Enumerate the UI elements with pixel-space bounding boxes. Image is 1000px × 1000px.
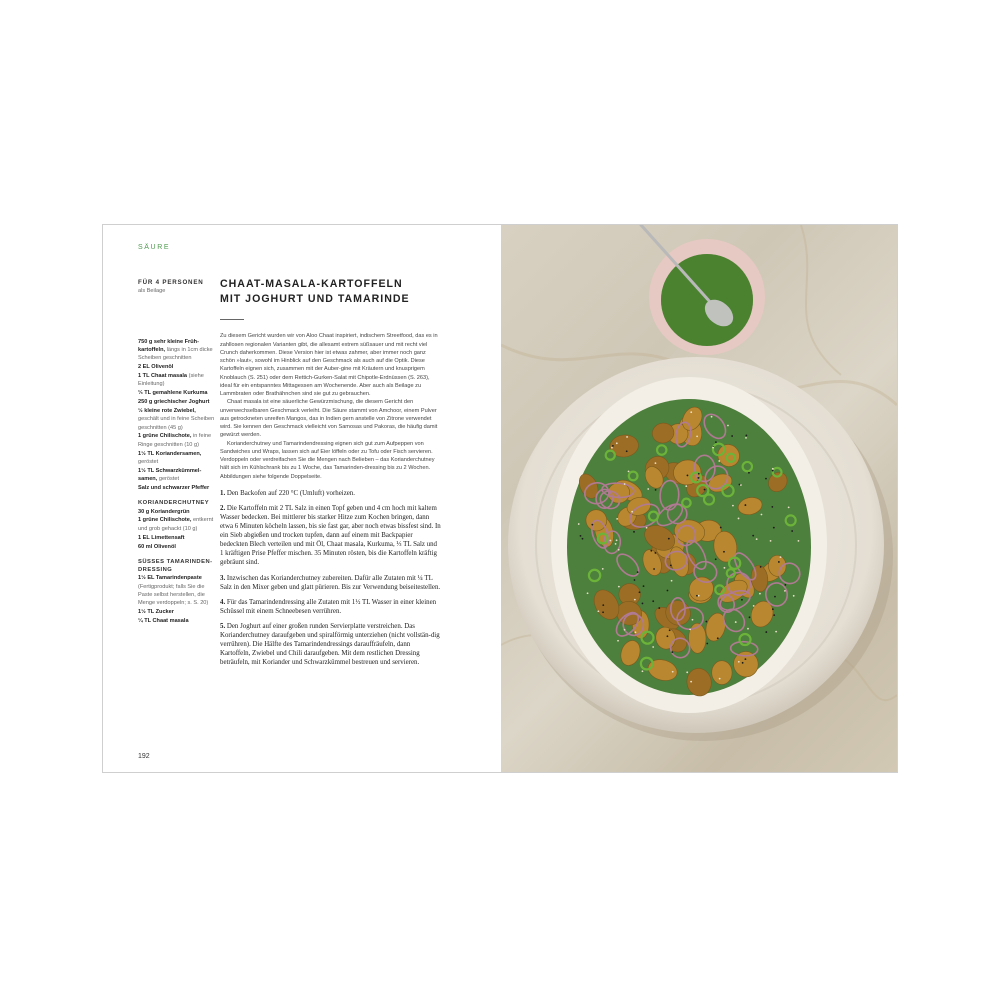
chutney-ingredient-list bbox=[138, 508, 218, 551]
seed bbox=[646, 527, 648, 529]
ingredient-item bbox=[138, 534, 218, 542]
seed bbox=[687, 475, 689, 477]
ingredient-item bbox=[138, 516, 218, 533]
seed bbox=[669, 629, 671, 631]
step-text: Für das Tamarindendressing alle Zutaten mit 1½ TL Wasser in einer kleinen Schüssel mit einem Schneebesen verrühren. bbox=[220, 598, 437, 615]
seed bbox=[686, 671, 688, 673]
ingredient-note: geröstet bbox=[138, 458, 159, 465]
seed bbox=[639, 591, 641, 593]
ingredient-item bbox=[138, 608, 218, 616]
seed bbox=[773, 614, 775, 616]
seed bbox=[735, 621, 737, 623]
seed bbox=[784, 584, 786, 586]
ingredient-item bbox=[138, 617, 218, 625]
seed bbox=[765, 478, 767, 480]
seed bbox=[749, 616, 751, 618]
seed bbox=[666, 635, 668, 637]
seed bbox=[717, 637, 719, 639]
ingredient-name: 750 g sehr kleine Früh-kartoffeln, bbox=[138, 338, 199, 353]
seed bbox=[732, 505, 734, 507]
seed bbox=[628, 470, 630, 472]
ingredient-note: (siehe Einleitung) bbox=[138, 372, 204, 388]
ingredient-name: ¼ TL Chaat masala bbox=[138, 618, 189, 625]
seed bbox=[772, 608, 774, 610]
seed bbox=[618, 586, 620, 588]
seed bbox=[698, 595, 700, 597]
seed bbox=[618, 549, 620, 551]
ingredient-name: ½ kleine rote Zwiebel, bbox=[138, 407, 196, 414]
ingredient-item bbox=[138, 363, 218, 371]
seed bbox=[658, 607, 660, 609]
ingredient-item bbox=[138, 574, 218, 607]
seed bbox=[770, 540, 772, 542]
seed bbox=[692, 619, 694, 621]
ingredient-name: Salz und schwarzer Pfeffer bbox=[138, 484, 210, 491]
ingredient-list bbox=[138, 338, 218, 493]
seed bbox=[652, 600, 654, 602]
seed bbox=[655, 462, 657, 464]
seed bbox=[793, 595, 795, 597]
step-number: 4. bbox=[220, 598, 226, 606]
seed bbox=[723, 551, 725, 553]
seed bbox=[742, 662, 744, 664]
seed bbox=[626, 436, 628, 438]
step bbox=[220, 489, 442, 498]
seed bbox=[698, 473, 700, 475]
seed bbox=[647, 488, 649, 490]
ingredient-item bbox=[138, 389, 218, 397]
seed bbox=[578, 523, 580, 525]
ingredient-item bbox=[138, 432, 218, 449]
ingredient-item bbox=[138, 398, 218, 406]
seed bbox=[634, 599, 636, 601]
ingredient-name: ⅓ TL gemahlene Kurkuma bbox=[138, 390, 208, 397]
step-text: Inzwischen das Korianderchutney zubereiten. Dafür alle Zutaten mit ¼ TL Salz in den Mixer geben und glatt pürieren. Bis zur Verwendung beiseitestellen. bbox=[220, 574, 441, 591]
step-number: 5. bbox=[220, 622, 226, 630]
seed bbox=[633, 531, 635, 533]
seed bbox=[739, 484, 741, 486]
seed bbox=[760, 566, 762, 568]
ingredient-item bbox=[138, 450, 218, 467]
ingredient-item bbox=[138, 543, 218, 551]
seed bbox=[759, 593, 761, 595]
seed bbox=[788, 507, 790, 509]
seed bbox=[634, 579, 636, 581]
step bbox=[220, 622, 442, 667]
seed bbox=[671, 651, 673, 653]
seed bbox=[697, 477, 699, 479]
recipe-title-line-1: CHAAT-MASALA-KARTOFFELN bbox=[220, 278, 403, 290]
seed bbox=[637, 571, 639, 573]
ingredient-name: 1½ TL Schwarzkümmel-samen, bbox=[138, 467, 202, 483]
seed bbox=[690, 411, 692, 413]
seed bbox=[752, 535, 754, 537]
step bbox=[220, 574, 442, 592]
seed bbox=[672, 671, 674, 673]
ingredient-name: 60 ml Olivenöl bbox=[138, 543, 176, 550]
intro-paragraph: Chaat masala ist eine säuerliche Gewürzmischung, die diesem Gericht den unverwechselbaren Geschmack verleiht. Die Säure stammt von Amchoor, einem Pulver aus getrockneten unreifen Mangos, das in Indien gern anstelle von Zitrone verwendet wird. Sie kennen den Geschmack vielleicht von Samosas und Pakoras, die häufig damit gewürzt werden. bbox=[220, 399, 438, 439]
seed bbox=[612, 445, 614, 447]
ingredient-name: 2 EL Olivenöl bbox=[138, 364, 174, 371]
ingredient-name: 1½ TL Zucker bbox=[138, 609, 174, 616]
ingredient-note: geröstet bbox=[157, 476, 180, 483]
seed bbox=[704, 489, 706, 491]
seed bbox=[631, 511, 633, 513]
seed bbox=[715, 558, 717, 560]
seed bbox=[773, 527, 775, 529]
seed bbox=[653, 568, 655, 570]
seed bbox=[615, 543, 617, 545]
seed bbox=[753, 605, 755, 607]
dressing-ingredient-list bbox=[138, 574, 218, 625]
step-number: 3. bbox=[220, 574, 226, 582]
seed bbox=[602, 604, 604, 606]
seed bbox=[668, 538, 670, 540]
seed bbox=[587, 592, 589, 594]
seed bbox=[616, 539, 618, 541]
intro-paragraph: Zu diesem Gericht wurden wir von Aloo Chaat inspiriert, indischem Streetfood, das es in zahllosen regionalen Varianten gibt, die allesamt extrem süßsauer und mit recht viel Crunch daherkommen. Diese Version hier ist etwas zahmer, aber immer noch ganz schön »laut«, sowohl im Hinblick auf den Geschmack als auch auf die Optik. Diese Kartoffeln eignen sich, zusammen mit der Auber-gine mit Kräutern und knusprigem Knoblauch (S. 251) oder dem Rettich-Gurken-Salat mit Chipotle-Erdnüssen (S. 263), ideal für ein entspanntes Mittagessen am Wochenende. Aber auch als Beilage zu Lammbraten oder Brathähnchen sind sie gut zu gebrauchen. bbox=[220, 333, 438, 398]
recipe-intro bbox=[220, 332, 442, 481]
seed bbox=[652, 646, 654, 648]
seed bbox=[626, 450, 628, 452]
seed bbox=[731, 435, 733, 437]
step-text: Die Kartoffeln mit 2 TL Salz in einen Topf geben und 4 cm hoch mit kaltem Wasser bedecken. Bei mittlerer bis starker Hitze zum Kochen bringen, dann etwa 6 Minuten köcheln lassen, bis sie fast gar, aber noch etwas bissfest sind. In ein Sieb abgießen und trocken tupfen, dann auf einem mit Backpapier bedeckten Blech verteilen und mit Öl, Chaat masala, Kurkuma, ⅓ TL Salz und 1 kräftigen Prise Pfeffer mischen. 35 Minuten rösten, bis die Kartoffeln kräftig gebräunt sind. bbox=[220, 504, 441, 567]
seed bbox=[667, 590, 669, 592]
ingredient-item bbox=[138, 338, 218, 363]
seed bbox=[580, 535, 582, 537]
recipe-steps bbox=[220, 489, 442, 668]
seed bbox=[791, 530, 793, 532]
seed bbox=[655, 489, 657, 491]
ingredient-note: (Fertigprodukt; falls Sie die Paste selbst herstellen, die Menge verdoppeln; s. S. 20) bbox=[138, 583, 209, 607]
ingredient-note: geschält und in feine Scheiben geschnitten (45 g) bbox=[138, 416, 215, 431]
section-label: SÄURE bbox=[138, 244, 171, 251]
seed bbox=[774, 596, 776, 598]
seed bbox=[771, 506, 773, 508]
servings-heading: FÜR 4 PERSONEN bbox=[138, 279, 204, 286]
step bbox=[220, 504, 442, 568]
ingredient-name: 30 g Koriandergrün bbox=[138, 508, 190, 515]
recipe-page bbox=[103, 225, 501, 772]
step-number: 2. bbox=[220, 504, 226, 512]
seed bbox=[745, 658, 747, 660]
seed bbox=[798, 540, 800, 542]
seed bbox=[696, 595, 698, 597]
seed bbox=[670, 564, 672, 566]
recipe-title bbox=[220, 277, 442, 307]
seed bbox=[780, 556, 782, 558]
seed bbox=[654, 552, 656, 554]
seed bbox=[745, 435, 747, 437]
seed bbox=[671, 580, 673, 582]
ingredient-item bbox=[138, 467, 218, 484]
seed bbox=[778, 561, 780, 563]
ingredient-name: 1 grüne Chilischote, bbox=[138, 433, 192, 440]
ingredient-item bbox=[138, 372, 218, 389]
ingredient-name: 1 TL Chaat masala bbox=[138, 372, 188, 379]
seed bbox=[761, 514, 763, 516]
dressing-heading: SÜSSES TAMARINDEN-DRESSING bbox=[138, 558, 213, 574]
seed bbox=[616, 442, 618, 444]
seed bbox=[756, 538, 758, 540]
seed bbox=[690, 681, 692, 683]
ingredient-name: 1 grüne Chilischote, bbox=[138, 517, 192, 524]
ingredient-name: 250 g griechischer Joghurt bbox=[138, 399, 210, 406]
recipe-body bbox=[220, 277, 442, 673]
seed bbox=[711, 416, 713, 418]
seed bbox=[685, 485, 687, 487]
seed bbox=[705, 621, 707, 623]
step-number: 1. bbox=[220, 489, 226, 497]
seed bbox=[720, 527, 722, 529]
ingredient-item bbox=[138, 508, 218, 516]
seed bbox=[591, 524, 593, 526]
seed bbox=[650, 550, 652, 552]
potato-slice bbox=[712, 661, 733, 685]
seed bbox=[643, 585, 645, 587]
seed bbox=[582, 538, 584, 540]
book-spread bbox=[102, 224, 898, 773]
seed bbox=[772, 470, 774, 472]
seed bbox=[602, 568, 604, 570]
dish-photo bbox=[501, 225, 897, 772]
seed bbox=[745, 437, 747, 439]
ingredient-note: längs in 1cm dicke Scheiben geschnitten bbox=[138, 346, 213, 362]
seed bbox=[624, 483, 626, 485]
seed bbox=[724, 567, 726, 569]
seed bbox=[635, 631, 637, 633]
seed bbox=[748, 472, 750, 474]
seed bbox=[765, 631, 767, 633]
step bbox=[220, 598, 442, 616]
seed bbox=[738, 661, 740, 663]
step-text: Den Backofen auf 220 °C (Umluft) vorheizen. bbox=[225, 489, 355, 497]
seed bbox=[642, 670, 644, 672]
ingredient-name: 1½ TL Koriandersamen, bbox=[138, 450, 202, 457]
seed bbox=[616, 518, 618, 520]
ingredient-name: 1 EL Limettensaft bbox=[138, 534, 185, 541]
seed bbox=[744, 504, 746, 506]
seed bbox=[602, 611, 604, 613]
ingredient-name: 1½ EL Tamarindenpaste bbox=[138, 575, 202, 582]
servings-note: als Beilage bbox=[138, 288, 166, 295]
ingredient-item bbox=[138, 407, 218, 432]
ingredient-item bbox=[138, 484, 218, 492]
seed bbox=[609, 540, 611, 542]
seed bbox=[597, 610, 599, 612]
recipe-title-line-2: MIT JOGHURT UND TAMARINDE bbox=[220, 293, 410, 305]
seed bbox=[712, 447, 714, 449]
seed bbox=[719, 678, 721, 680]
seed bbox=[772, 468, 774, 470]
seed bbox=[727, 425, 729, 427]
dish-illustration bbox=[501, 225, 897, 772]
seed bbox=[706, 643, 708, 645]
seed bbox=[738, 518, 740, 520]
ingredients-sidebar bbox=[138, 279, 218, 626]
seed bbox=[747, 628, 749, 630]
seed bbox=[718, 460, 720, 462]
intro-paragraph: Korianderchutney und Tamarindendressing eignen sich gut zum Aufpeppen von Sandwiches und Wraps, lassen sich auf Eier löffeln oder zu Tofu oder Fisch servieren. Verdoppeln oder verdreifachen Sie die Mengen nach Belieben – das Korianderchutney hält sich im Kühlschrank bis zu 1 Woche, das Tamarinden-dressing bis zu 2 Wochen. Abbildungen siehe folgende Doppelseite. bbox=[220, 440, 435, 480]
seed bbox=[696, 435, 698, 437]
seed bbox=[741, 599, 743, 601]
seed bbox=[784, 590, 786, 592]
seed bbox=[689, 628, 691, 630]
seed bbox=[775, 631, 777, 633]
page-number: 192 bbox=[138, 753, 150, 760]
seed bbox=[642, 603, 644, 605]
seed bbox=[624, 629, 626, 631]
title-divider bbox=[220, 319, 244, 320]
seed bbox=[617, 640, 619, 642]
ingredient-note: entkernt und grob gehackt (10 g) bbox=[138, 517, 214, 532]
ingredient-note: in feine Ringe geschnitten (10 g) bbox=[138, 433, 212, 448]
step-text: Den Joghurt auf einer großen runden Servierplatte verstreichen. Das Korianderchutney daraufgeben und spiralförmig unterziehen (nicht vollstän-dig verrühren). Die Hälfte des Tamarindendressings darauffräufeln, dann Kartoffeln, Zwiebel und Chili daraufgeben. Mit dem restlichen Dressing beträufeln, mit Koriander und Schwarzkümmel bestreuen und servieren. bbox=[220, 622, 440, 667]
chutney-heading: KORIANDERCHUTNEY bbox=[138, 500, 210, 507]
seed bbox=[715, 441, 717, 443]
seed bbox=[611, 447, 613, 449]
